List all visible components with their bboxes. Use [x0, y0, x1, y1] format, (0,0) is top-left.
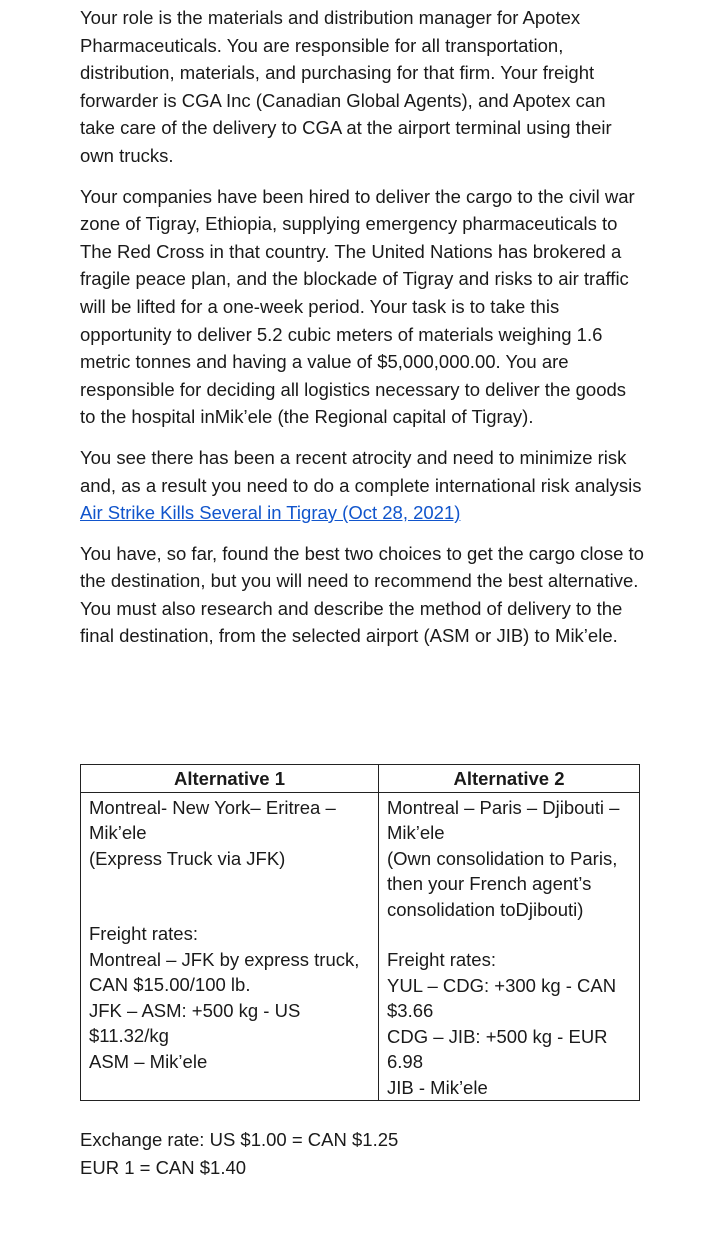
alt1-rates-label: Freight rates:	[89, 923, 198, 944]
alt1-note: (Express Truck via JFK)	[89, 847, 286, 869]
paragraph-risk-text: You see there has been a recent atrocity and need to minimize risk and, as a result you need to do a complete international risk analysis	[80, 446, 642, 496]
table-header-row	[81, 765, 640, 793]
air-strike-article-link[interactable]: Air Strike Kills Several in Tigray (Oct 28, 2021)	[80, 502, 461, 524]
alt2-note: (Own consolidation to Paris, then your French agent’s consolidation toDjibouti)	[387, 847, 618, 920]
alt1-cell	[81, 792, 379, 1101]
alt1-rate-truck: Montreal – JFK by express truck, CAN $15.00/100 lb.	[89, 948, 360, 995]
alt1-rate-air: JFK – ASM: +500 kg - US $11.32/kg	[89, 999, 301, 1046]
alt2-rate-final: JIB - Mik’ele	[387, 1076, 488, 1098]
alternatives-table	[80, 764, 640, 1101]
alt2-route: Montreal – Paris – Djibouti – Mik’ele	[387, 796, 620, 843]
paragraph-role: Your role is the materials and distribution manager for Apotex Pharmaceuticals. You are responsible for all transportation, distribution, materials, and purchasing for that firm. Your freight forwarder is CGA Inc (Canadian Global Agents), and Apotex can take care of the delivery to CGA at the airport terminal using their own trucks.	[80, 7, 612, 166]
exchange-rate-eur: EUR 1 = CAN $1.40	[80, 1156, 247, 1178]
alt1-route: Montreal- New York– Eritrea – Mik’ele	[89, 796, 336, 843]
alt2-header: Alternative 2	[379, 765, 640, 793]
paragraph-mission: Your companies have been hired to deliver the cargo to the civil war zone of Tigray, Ethiopia, supplying emergency pharmaceuticals to The Red Cross in that country. The United Nations has brokered a fragile peace plan, and the blockade of Tigray and risks to air traffic will be lifted for a one-week period. Your task is to take this opportunity to deliver 5.2 cubic meters of materials weighing 1.6 metric tonnes and having a value of $5,000,000.00. You are responsible for deciding all logistics necessary to deliver the goods to the hospital inMik’ele (the Regional capital of Tigray).	[80, 185, 635, 428]
exchange-rate-usd: Exchange rate: US $1.00 = CAN $1.25	[80, 1129, 399, 1150]
alt2-rate-cdg-jib: CDG – JIB: +500 kg - EUR 6.98	[387, 1025, 608, 1072]
exchange-rates	[80, 1126, 398, 1181]
paragraph-risk	[80, 444, 645, 527]
document-body	[80, 4, 645, 663]
alt2-cell	[379, 792, 640, 1101]
paragraph-alternatives: You have, so far, found the best two choices to get the cargo close to the destination, but you will need to recommend the best alternative. You must also research and describe the method of delivery to the final destination, from the selected airport (ASM or JIB) to Mik’ele.	[80, 542, 644, 647]
alt2-rates-label: Freight rates:	[387, 949, 496, 970]
alt2-rate-yul-cdg: YUL – CDG: +300 kg - CAN $3.66	[387, 974, 617, 1021]
alt1-header: Alternative 1	[81, 765, 379, 793]
table-row	[81, 792, 640, 1101]
alt1-rate-final: ASM – Mik’ele	[89, 1050, 208, 1072]
